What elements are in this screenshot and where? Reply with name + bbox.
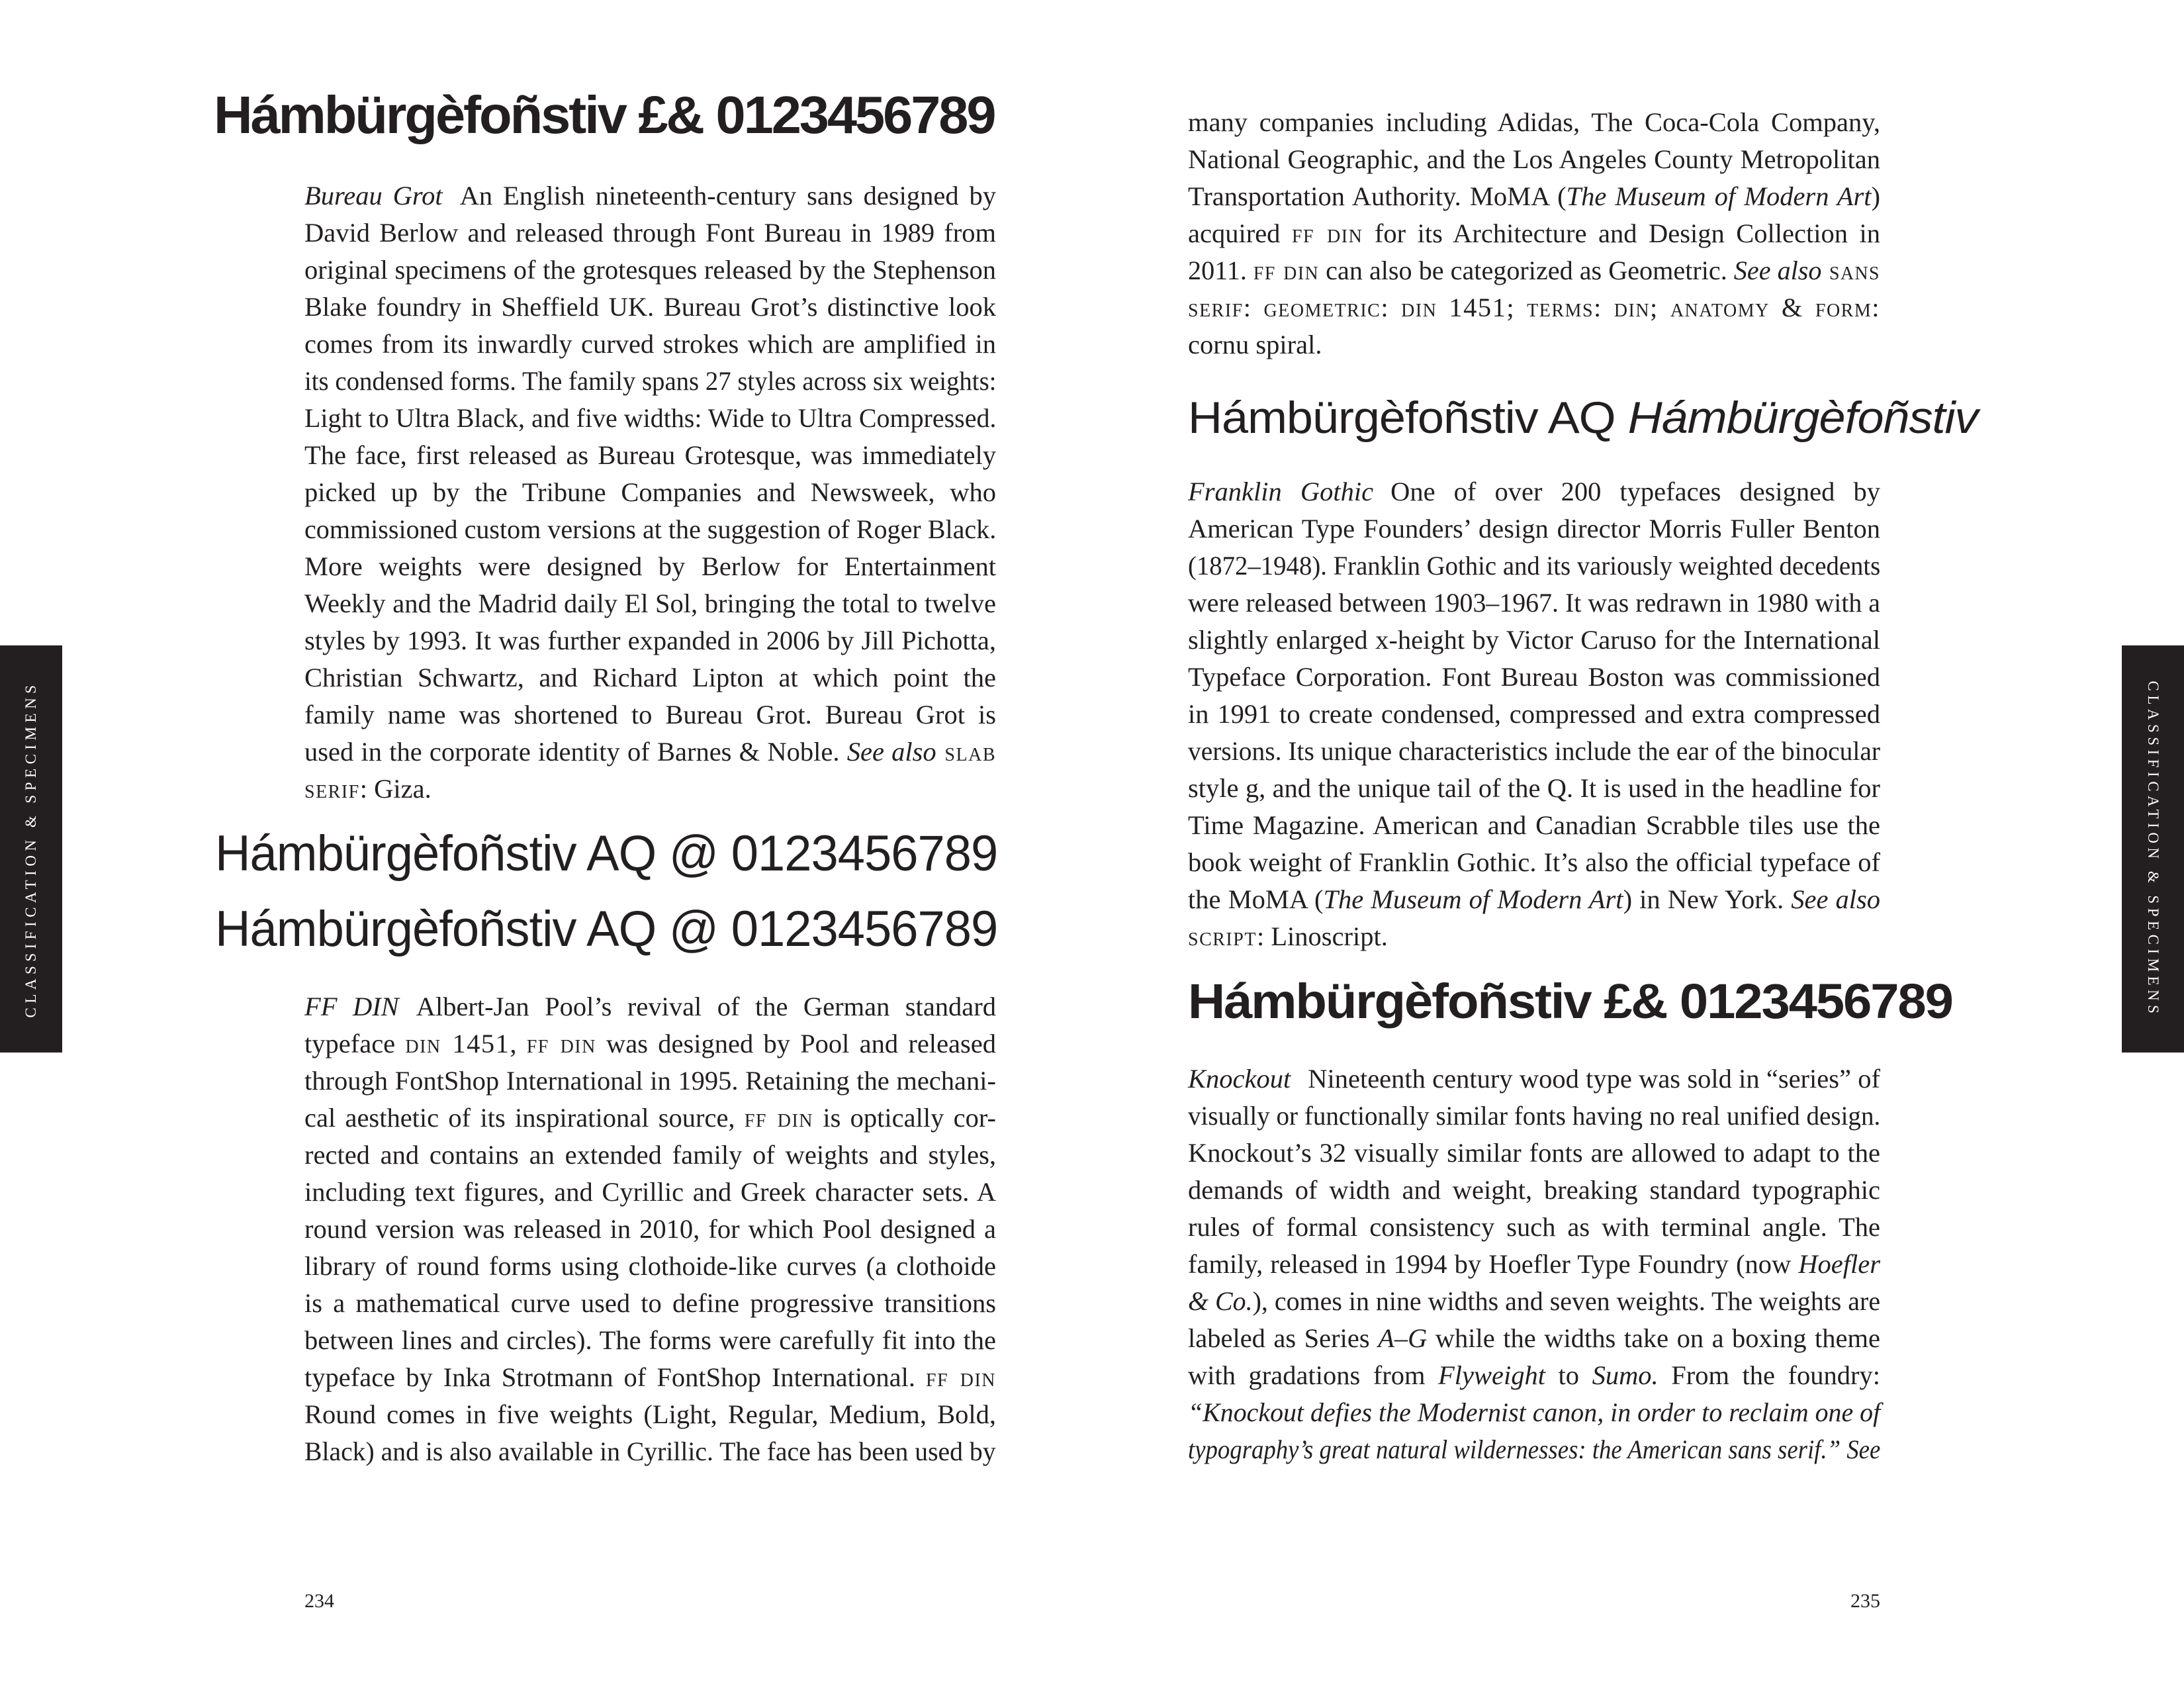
text-line xyxy=(304,1211,996,1248)
text-line xyxy=(1188,1135,1880,1172)
text-run: visually or functionally similar fonts having no real unified design. xyxy=(1188,1101,1881,1131)
text-run: were released between 1903–1967. It was redrawn in 1980 with a xyxy=(1188,588,1880,618)
text-run: to xyxy=(1545,1360,1592,1390)
text-line xyxy=(304,1025,996,1062)
text-run: An English nineteenth-century sans designed by xyxy=(459,181,997,211)
small-caps-run: ff din xyxy=(926,1362,996,1392)
italic-run: See also xyxy=(1791,884,1881,914)
text-run: with gradations from xyxy=(1188,1360,1439,1390)
section-tab-left xyxy=(0,645,62,1053)
text-run: One of over 200 typefaces designed by xyxy=(1390,477,1880,506)
small-caps-run: ff din xyxy=(1253,256,1320,285)
italic-run: typography’s great natural wildernesses: the American sans serif.” xyxy=(1188,1434,1841,1464)
text-run: Time Magazine. American and Canadian Scrabble tiles use the xyxy=(1188,810,1880,840)
text-line xyxy=(1188,770,1880,807)
text-run: typeface by Inka Strotmann of FontShop International. xyxy=(304,1362,927,1392)
text-line xyxy=(304,1100,996,1137)
text-run: while the widths take on a boxing theme xyxy=(1427,1323,1880,1353)
specimen-bureau-grot: Hámbürgèfoñstiv £& 0123456789 xyxy=(214,85,995,144)
text-run: National Geographic, and the Los Angeles County Metropolitan xyxy=(1188,144,1880,174)
text-run: was designed by Pool and released xyxy=(596,1029,997,1058)
text-run: style g, and the unique tail of the Q. It is used in the headline for xyxy=(1188,773,1880,803)
text-line xyxy=(1188,1209,1880,1246)
text-line xyxy=(1188,510,1880,547)
text-run: ), comes in nine widths and seven weights. The weights are xyxy=(1252,1286,1881,1316)
text-line xyxy=(304,363,996,400)
text-line xyxy=(1188,1246,1880,1283)
text-run: ) xyxy=(1871,181,1880,211)
italic-run: See also xyxy=(1733,256,1822,285)
text-run: Light to Ultra Black, and five widths: Wide to Ultra Compressed. xyxy=(304,403,997,433)
text-line xyxy=(1188,1394,1880,1431)
text-line xyxy=(1188,585,1880,622)
text-run: picked up by the Tribune Companies and Newsweek, who xyxy=(304,477,996,507)
text-run: The face, first released as Bureau Grotesque, was immediately xyxy=(304,440,996,470)
text-line xyxy=(1188,918,1880,955)
text-run: in 1991 to create condensed, compressed and extra compressed xyxy=(1188,699,1880,729)
page-number-left: 234 xyxy=(304,1590,334,1612)
specimen-franklin-gothic xyxy=(1188,392,1978,444)
text-run: its condensed forms. The family spans 27 styles across six weights: xyxy=(304,366,997,396)
text-line xyxy=(304,400,996,437)
text-line xyxy=(1188,178,1880,215)
text-run: comes from its inwardly curved strokes which are amplified in xyxy=(304,329,996,359)
text-line xyxy=(304,1062,996,1100)
text-run: Weekly and the Madrid daily El Sol, bringing the total to twelve xyxy=(304,588,996,618)
text-line xyxy=(1188,1283,1880,1320)
text-run: David Berlow and released through Font Bureau in 1989 from xyxy=(304,218,996,248)
text-line xyxy=(304,1396,996,1433)
text-line xyxy=(1188,1431,1880,1468)
text-line xyxy=(1188,881,1880,918)
text-run: library of round forms using clothoide-like curves (a clothoide xyxy=(304,1251,996,1281)
small-caps-run: serif: geometric: din 1451; terms: din; anatomy & form: xyxy=(1188,293,1880,322)
text-run: Nineteenth century wood type was sold in “series” of xyxy=(1308,1064,1880,1094)
text-run: typeface xyxy=(304,1029,406,1058)
text-run: demands of width and weight, breaking standard typographic xyxy=(1188,1175,1880,1205)
small-caps-run: ff din xyxy=(1291,218,1363,248)
text-run: slightly enlarged x-height by Victor Caruso for the International xyxy=(1188,625,1880,655)
text-line xyxy=(1188,696,1880,733)
entry-name: Knockout xyxy=(1188,1064,1291,1094)
text-run: labeled as Series xyxy=(1188,1323,1379,1353)
text-line xyxy=(304,289,996,326)
text-line xyxy=(304,1137,996,1174)
text-line xyxy=(1188,1172,1880,1209)
text-run: many companies including Adidas, The Coca-Cola Company, xyxy=(1188,107,1880,137)
text-run: cal aesthetic of its inspirational source, xyxy=(304,1103,745,1133)
text-run: cornu spiral. xyxy=(1188,330,1322,359)
text-run: Christian Schwartz, and Richard Lipton at which point the xyxy=(304,663,996,692)
text-line xyxy=(1188,104,1880,141)
text-line xyxy=(304,659,996,696)
text-line xyxy=(304,696,996,733)
text-line xyxy=(1188,215,1880,252)
small-caps-run: script xyxy=(1188,921,1257,951)
text-run: Black) and is also available in Cyrillic. The face has been used by xyxy=(304,1436,996,1466)
text-run: (1872–1948). Franklin Gothic and its variously weighted decedents xyxy=(1188,551,1881,581)
text-run: is optically cor- xyxy=(813,1103,996,1133)
text-line xyxy=(304,474,996,511)
text-run: rected and contains an extended family of weights and styles, xyxy=(304,1140,996,1170)
text-run: Typeface Corporation. Font Bureau Boston was commissioned xyxy=(1188,662,1880,692)
specimen-franklin-gothic-roman: Hámbürgèfoñstiv AQ xyxy=(1188,393,1615,443)
text-run: Knockout’s 32 visually similar fonts are allowed to adapt to the xyxy=(1188,1138,1880,1168)
text-line xyxy=(1188,141,1880,178)
italic-run: The Museum of Modern Art xyxy=(1323,884,1623,914)
text-run: From the foundry: xyxy=(1658,1360,1880,1390)
text-line xyxy=(304,252,996,289)
text-line xyxy=(304,1174,996,1211)
text-line xyxy=(1188,289,1880,326)
text-line xyxy=(304,1248,996,1285)
entry-name: FF DIN xyxy=(304,992,399,1021)
text-run: More weights were designed by Berlow for Entertainment xyxy=(304,551,996,581)
text-run: styles by 1993. It was further expanded in 2006 by Jill Pichotta, xyxy=(304,626,996,655)
text-run: the MoMA ( xyxy=(1188,884,1324,914)
section-tab-label: CLASSIFICATION & SPECIMENS xyxy=(23,680,39,1017)
text-line xyxy=(304,733,996,771)
text-line xyxy=(304,326,996,363)
italic-run: See xyxy=(1841,1434,1881,1464)
text-run: versions. Its unique characteristics include the ear of the binocular xyxy=(1188,736,1880,766)
text-line xyxy=(304,1359,996,1396)
entry-name: Franklin Gothic xyxy=(1188,477,1374,506)
entry-name: Bureau Grot xyxy=(304,181,443,211)
text-run: between lines and circles). The forms were carefully fit into the xyxy=(304,1325,996,1355)
text-run: can also be categorized as Geometric. xyxy=(1319,256,1734,285)
small-caps-run: ff din xyxy=(526,1029,596,1058)
text-line xyxy=(304,1285,996,1322)
text-run: through FontShop International in 1995. Retaining the mechani- xyxy=(304,1066,996,1096)
text-line xyxy=(1188,1060,1880,1098)
italic-run: The Museum of Modern Art xyxy=(1566,181,1872,211)
text-line xyxy=(304,177,996,214)
text-line xyxy=(1188,473,1880,510)
small-caps-run: slab xyxy=(936,737,996,767)
text-run: 2011. xyxy=(1188,256,1253,285)
text-run: rules of formal consistency such as with terminal angle. The xyxy=(1188,1212,1880,1242)
text-run: Blake foundry in Sheffield UK. Bureau Grot’s distinctive look xyxy=(304,292,996,322)
text-line xyxy=(304,585,996,622)
text-line xyxy=(1188,807,1880,844)
text-line xyxy=(1188,547,1880,585)
text-run: Round comes in five weights (Light, Regular, Medium, Bold, xyxy=(304,1399,996,1429)
text-run: , xyxy=(510,1029,527,1058)
text-line xyxy=(1188,1357,1880,1394)
text-run: : Linoscript. xyxy=(1256,921,1388,951)
italic-run: Sumo. xyxy=(1592,1360,1659,1390)
text-line xyxy=(304,548,996,585)
text-line xyxy=(1188,844,1880,881)
text-line xyxy=(1188,1320,1880,1357)
text-run: for its Architecture and Design Collection in xyxy=(1363,218,1880,248)
italic-run: A–G xyxy=(1378,1323,1428,1353)
section-tab-right xyxy=(2122,645,2184,1053)
text-line xyxy=(1188,326,1880,363)
text-run: : Giza. xyxy=(359,774,432,804)
italic-run: Hoefler xyxy=(1798,1249,1880,1279)
italic-run: Flyweight xyxy=(1438,1360,1545,1390)
small-caps-run: sans xyxy=(1821,256,1880,285)
italic-run: “Knockout defies the Modernist canon, in order to reclaim one of xyxy=(1188,1397,1881,1427)
text-line xyxy=(304,1433,996,1470)
text-line xyxy=(1188,252,1880,289)
section-tab-label: CLASSIFICATION & SPECIMENS xyxy=(2145,680,2161,1017)
text-run: original specimens of the grotesques released by the Stephenson xyxy=(304,255,996,285)
text-line xyxy=(1188,1098,1880,1135)
specimen-ff-din: Hámbürgèfoñstiv AQ @ 0123456789 xyxy=(215,825,998,882)
specimen-ff-din-round: Hámbürgèfoñstiv AQ @ 0123456789 xyxy=(215,901,998,957)
text-line xyxy=(304,988,996,1025)
text-run: Transportation Authority. MoMA ( xyxy=(1188,181,1567,211)
page-number-right: 235 xyxy=(1850,1590,1880,1612)
text-line xyxy=(304,622,996,659)
text-run: used in the corporate identity of Barnes & Noble. xyxy=(304,737,847,767)
text-run: family name was shortened to Bureau Grot. Bureau Grot is xyxy=(304,700,996,729)
text-run: family, released in 1994 by Hoefler Type Foundry (now xyxy=(1188,1249,1799,1279)
italic-run: & Co. xyxy=(1188,1286,1253,1316)
text-line xyxy=(304,437,996,474)
small-caps-run: ff din xyxy=(744,1103,814,1133)
text-run: commissioned custom versions at the suggestion of Roger Black. xyxy=(304,514,997,544)
text-line xyxy=(304,771,996,808)
right-page xyxy=(1092,0,2184,1688)
text-line xyxy=(304,511,996,548)
text-run: acquired xyxy=(1188,218,1292,248)
text-run: ) in New York. xyxy=(1623,884,1792,914)
text-line xyxy=(1188,622,1880,659)
text-run: book weight of Franklin Gothic. It’s also the official typeface of xyxy=(1188,847,1880,877)
small-caps-run: serif xyxy=(304,774,360,804)
specimen-franklin-gothic-italic: Hámbürgèfoñstiv xyxy=(1627,393,1978,443)
text-run: is a mathematical curve used to define progressive transitions xyxy=(304,1288,996,1318)
text-line xyxy=(1188,733,1880,770)
text-line xyxy=(1188,659,1880,696)
specimen-knockout: Hámbürgèfoñstiv £& 0123456789 xyxy=(1188,974,1952,1029)
text-run: including text figures, and Cyrillic and Greek character sets. A xyxy=(304,1177,996,1207)
small-caps-run: din 1451 xyxy=(405,1029,510,1058)
italic-run: See also xyxy=(846,737,936,767)
text-run: Albert-Jan Pool’s revival of the German standard xyxy=(416,992,997,1021)
text-run: round version was released in 2010, for which Pool designed a xyxy=(304,1214,996,1244)
text-line xyxy=(304,214,996,252)
text-line xyxy=(304,1322,996,1359)
text-run: American Type Founders’ design director Morris Fuller Benton xyxy=(1188,514,1880,543)
